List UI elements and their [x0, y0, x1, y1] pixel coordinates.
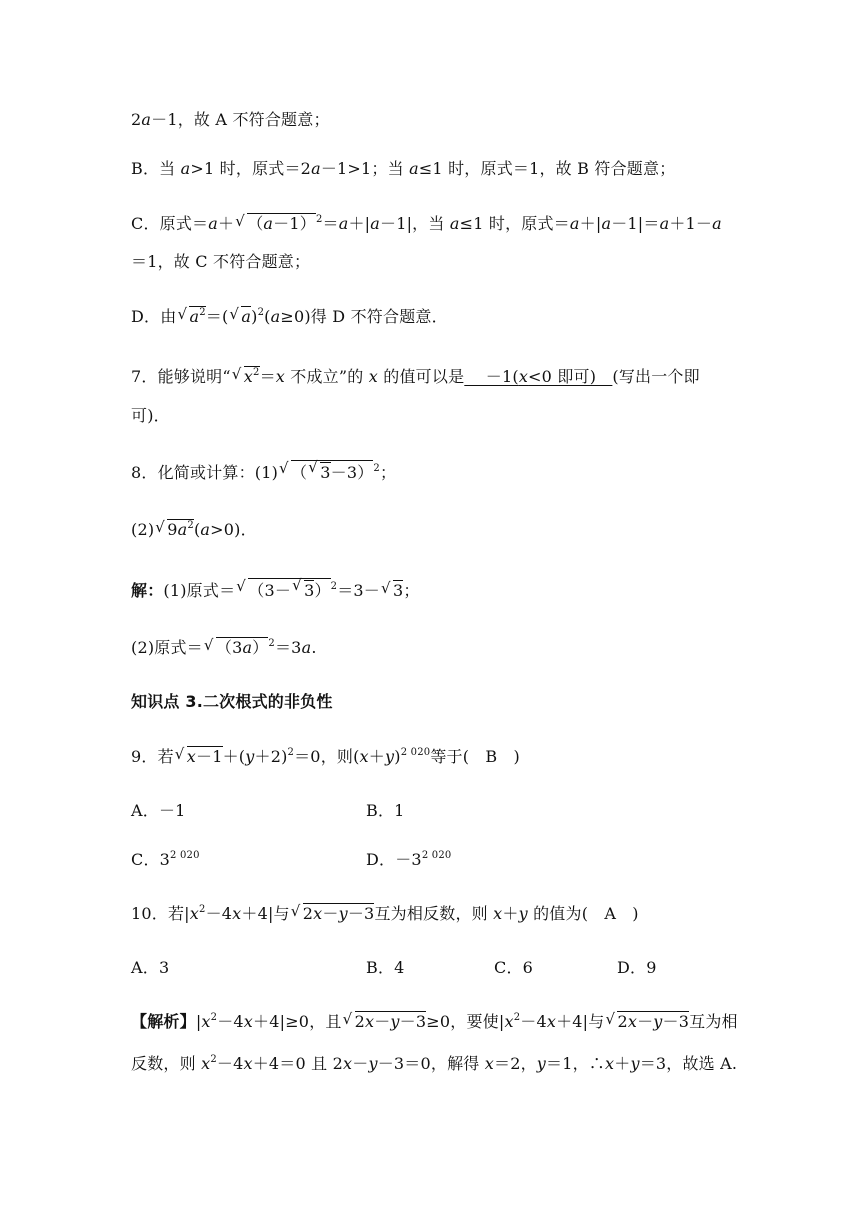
analysis-label: 【解析】: [131, 1012, 196, 1031]
text-line-1: 2a－1，故 A 不符合题意；: [131, 110, 330, 129]
solution-2: (2)原式＝ √ $(3a)^2=3a$.: [131, 636, 317, 657]
q10-option-b: B．4: [366, 958, 405, 977]
question-9: 9．若 √ $x-1+(y+2)^2=0$，则$(x+y)^{2 020}$等于( B ): [131, 745, 520, 766]
q9-option-b: B．1: [366, 801, 405, 820]
question-8: 8．化简或计算：(1) √ （ √ 3－3）$^2$；: [131, 458, 397, 482]
solution-1: 解：(1)原式＝ √ （3－ √ 3）$^2$＝3－ √ 3；: [131, 576, 420, 600]
analysis-2: 反数，则 $x^2-4x+4=0$ 且 2x－y－3＝0，解得 x＝2，y＝1，∴x＋y＝3，故选 A.: [131, 1054, 738, 1073]
question-8-part2: (2) √ $9a^2(a>0)$．: [131, 518, 257, 539]
q10-option-a: A．3: [131, 958, 170, 977]
question-10: 10．若$|x^2-4x+4|$与 √ 2x－y－3互为相反数，则 x＋y 的值为( A ): [131, 902, 639, 923]
analysis-1: 【解析】$|x^2-4x+4|\ge 0$，且 √ 2x－y－3≥0，要使$|x^2-4x+4|$与 √ 2x－y－3互为相: [131, 1010, 738, 1031]
q10-option-d: D．9: [617, 958, 657, 977]
question-7: 7．能够说明“ √ $x^2=x$ 不成立”的 x 的值可以是 －1(x<0 即可) (写出一个即: [131, 365, 700, 386]
text-line-2: B．当 a>1 时，原式＝2a－1>1；当 a≤1 时，原式＝1，故 B 符合题意；: [131, 159, 676, 178]
q9-option-a: A．－1: [131, 801, 186, 820]
text-line-3: C．原式＝a＋ √ $(a-1)^2=a+|a-1|$，当 a≤1 时，原式＝a＋|a－1|＝a＋1－a: [131, 212, 722, 233]
solution-label: 解：: [131, 581, 164, 600]
text-line-5: D．由 √ $a^2=$( √ a)$^2$(a≥0)得 D 不符合题意．: [131, 305, 448, 326]
section-heading: 知识点 3.二次根式的非负性: [131, 692, 333, 711]
q9-option-c: C．$3^{2 020}$: [131, 850, 200, 869]
q9-option-d: D．$-3^{2 020}$: [366, 850, 452, 869]
sqrt-radical: √ （a－1）: [235, 212, 316, 233]
q10-option-c: C．6: [494, 958, 534, 977]
answer-blank: －1(x<0 即可): [464, 367, 613, 386]
question-7-cont: 可)．: [131, 406, 170, 425]
text-line-4: ＝1，故 C 不符合题意；: [131, 252, 311, 271]
